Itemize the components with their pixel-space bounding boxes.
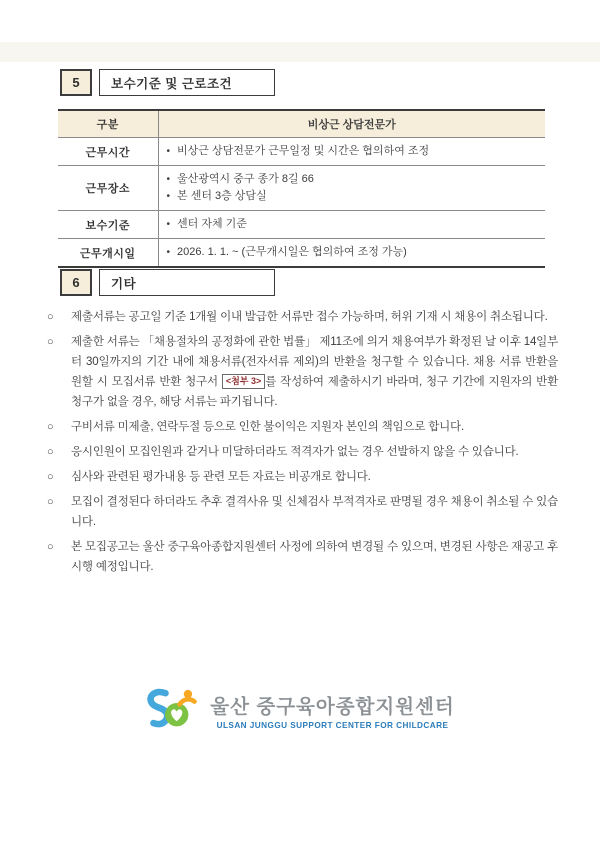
note-text: 심사와 관련된 평가내용 등 관련 모든 자료는 비공개로 합니다. xyxy=(71,471,371,483)
cell-text: 울산광역시 중구 종가 8길 66 xyxy=(177,173,314,185)
notes-list xyxy=(45,307,558,582)
row-value xyxy=(158,138,545,166)
list-item xyxy=(45,492,558,532)
bullet-dot-icon: • xyxy=(166,247,171,258)
row-value xyxy=(158,166,545,211)
note-text: 제출서류는 공고일 기준 1개월 이내 발급한 서류만 접수 가능하며, 허위 기재 시 채용이 취소됩니다. xyxy=(71,311,548,323)
circle-bullet-icon: ○ xyxy=(47,446,54,458)
list-item xyxy=(45,537,558,577)
list-item xyxy=(45,467,558,487)
cell-text: 본 센터 3층 상담실 xyxy=(177,190,267,202)
circle-bullet-icon: ○ xyxy=(47,336,54,348)
section-5-header xyxy=(60,69,275,96)
row-value xyxy=(158,239,545,268)
childcare-center-logo-icon xyxy=(145,686,201,734)
attachment-3-chip: <첨부 3> xyxy=(222,374,265,389)
bullet-dot-icon: • xyxy=(166,191,171,202)
row-label: 근무개시일 xyxy=(58,239,158,268)
section-6-header xyxy=(60,269,275,296)
conditions-table xyxy=(58,109,545,268)
table-row xyxy=(58,166,545,211)
cell-text: 2026. 1. 1. ~ (근무개시일은 협의하여 조정 가능) xyxy=(177,246,407,258)
note-text: 모집이 결정된다 하더라도 추후 결격사유 및 신체검사 부적격자로 판명될 경우 채용이 취소될 수 있습니다. xyxy=(71,496,558,528)
row-label: 근무장소 xyxy=(58,166,158,211)
list-item xyxy=(45,417,558,437)
table-row xyxy=(58,138,545,166)
cell-text: 비상근 상담전문가 근무일정 및 시간은 협의하여 조정 xyxy=(177,145,430,157)
row-label: 근무시간 xyxy=(58,138,158,166)
logo-english-name: ULSAN JUNGGU SUPPORT CENTER FOR CHILDCARE xyxy=(216,720,449,730)
cell-text: 센터 자체 기준 xyxy=(177,218,247,230)
note-text: 본 모집공고는 울산 중구육아종합지원센터 사정에 의하여 변경될 수 있으며, 변경된 사항은 재공고 후 시행 예정입니다. xyxy=(71,541,558,573)
scan-artifact-band xyxy=(0,42,600,62)
logo-text-block xyxy=(210,691,454,730)
circle-bullet-icon: ○ xyxy=(47,421,54,433)
circle-bullet-icon: ○ xyxy=(47,496,54,508)
note-text: 응시인원이 모집인원과 같거나 미달하더라도 적격자가 없는 경우 선발하지 않을 수 있습니다. xyxy=(71,446,519,458)
bullet-dot-icon: • xyxy=(166,219,171,230)
section-5-title: 보수기준 및 근로조건 xyxy=(99,69,275,96)
row-label: 보수기준 xyxy=(58,211,158,239)
note-text: 를 작성하여 제출하시기 바라며, 청구 기간에 지원자의 반환 청구가 없을 경우, 해당 서류는 파기됩니다. xyxy=(71,376,558,408)
note-text: 제출한 서류는 「채용절차의 공정화에 관한 법률」 제11조에 의거 채용여부가 확정된 날 이후 14일부터 30일까지의 기간 내에 채용서류(전자서류 제외)의 반환을 청구할 수 있습니다. 채용 서류 반환을 원할 시 모집서류 반환 청구서 xyxy=(71,336,558,388)
table-header-category: 구분 xyxy=(58,110,158,138)
circle-bullet-icon: ○ xyxy=(47,471,54,483)
note-text: 구비서류 미제출, 연락두절 등으로 인한 불이익은 지원자 본인의 책임으로 합니다. xyxy=(71,421,464,433)
list-item xyxy=(45,307,558,327)
circle-bullet-icon: ○ xyxy=(47,311,54,323)
row-value xyxy=(158,211,545,239)
section-5-number: 5 xyxy=(60,69,92,96)
center-logo xyxy=(0,686,600,734)
bullet-dot-icon: • xyxy=(166,146,171,157)
list-item xyxy=(45,442,558,462)
table-header-row xyxy=(58,110,545,138)
table-row xyxy=(58,239,545,268)
bullet-dot-icon: • xyxy=(166,174,171,185)
section-6-title: 기타 xyxy=(99,269,275,296)
table-row xyxy=(58,211,545,239)
list-item xyxy=(45,332,558,412)
section-6-number: 6 xyxy=(60,269,92,296)
table-header-value: 비상근 상담전문가 xyxy=(158,110,545,138)
logo-korean-name: 울산 중구육아종합지원센터 xyxy=(210,695,455,718)
circle-bullet-icon: ○ xyxy=(47,541,54,553)
